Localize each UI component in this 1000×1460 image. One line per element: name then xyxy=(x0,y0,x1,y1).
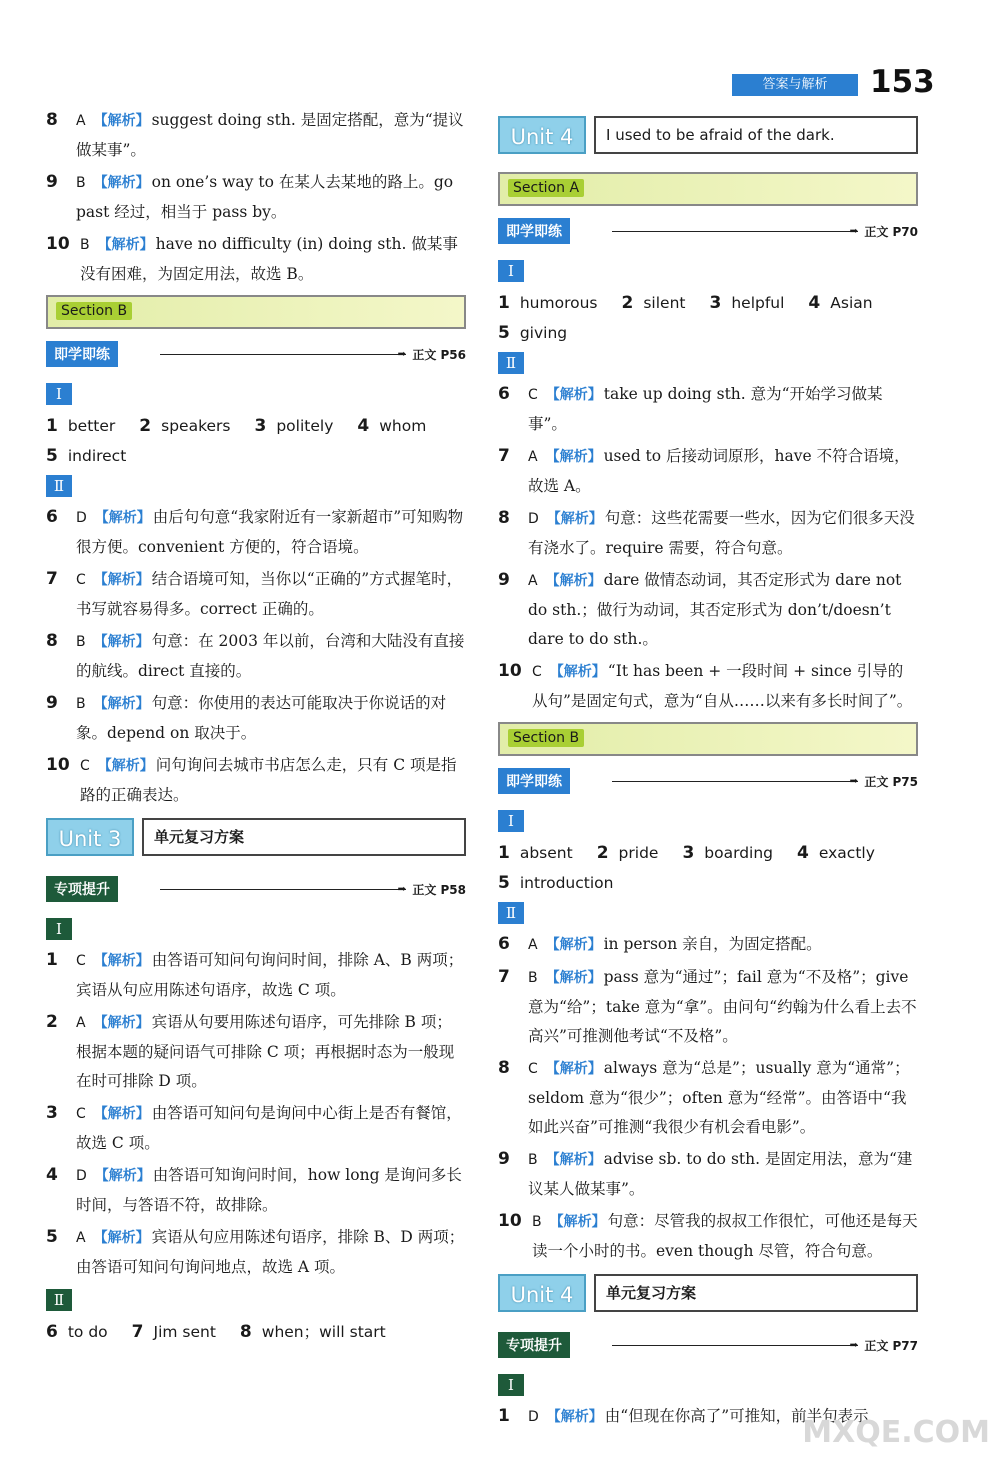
word-text: speakers xyxy=(161,417,231,435)
watermark: MXQE.COM xyxy=(802,1415,990,1450)
item-number: 6 xyxy=(498,934,510,954)
analysis-text: 句意：在 2003 年以前，台湾和大陆没有直接的航线。direct 直接的。 xyxy=(76,632,465,680)
word-answer xyxy=(255,417,334,435)
answer-letter: B xyxy=(528,1152,538,1168)
item-number: 1 xyxy=(46,416,58,436)
item-number: 8 xyxy=(46,631,58,651)
analysis-text: 句意：你使用的表达可能取决于你说话的对象。depend on 取决于。 xyxy=(76,694,447,742)
section-a-banner xyxy=(498,172,918,206)
answer-item xyxy=(46,168,466,227)
word-answers xyxy=(46,441,466,471)
word-text: absent xyxy=(519,844,573,862)
unit-title: 单元复习方案 xyxy=(142,818,466,856)
analysis-tag: 【解析】 xyxy=(93,1015,150,1031)
word-answer xyxy=(357,417,426,435)
word-answer xyxy=(622,294,686,312)
item-number: 3 xyxy=(709,293,722,313)
practice-label: 即学即练 xyxy=(498,218,570,244)
roman-numeral-badge: Ⅱ xyxy=(46,475,72,497)
item-number: 4 xyxy=(357,416,370,436)
item-number: 10 xyxy=(46,755,70,775)
answer-item xyxy=(498,566,918,654)
item-number: 1 xyxy=(498,1406,510,1426)
practice-label: 专项提升 xyxy=(498,1332,570,1358)
word-text: giving xyxy=(519,324,568,342)
arrow-line xyxy=(612,1345,858,1346)
analysis-tag: 【解析】 xyxy=(546,511,603,527)
answer-item xyxy=(46,230,466,289)
word-answer xyxy=(240,1323,386,1341)
answer-item xyxy=(46,946,466,1005)
analysis-tag: 【解析】 xyxy=(545,1152,602,1168)
answer-letter: B xyxy=(80,237,90,253)
answer-letter: B xyxy=(76,634,86,650)
word-answers xyxy=(46,411,466,441)
unit-header xyxy=(46,818,466,860)
answer-letter: C xyxy=(528,1061,538,1077)
word-answers xyxy=(498,318,918,348)
answer-item xyxy=(46,1223,466,1282)
arrow-line xyxy=(160,354,406,355)
word-text: better xyxy=(67,417,116,435)
word-text: indirect xyxy=(67,447,127,465)
analysis-text: take up doing sth. 意为“开始学习做某事”。 xyxy=(528,385,883,433)
section-b-label: Section B xyxy=(56,302,132,320)
analysis-tag: 【解析】 xyxy=(545,573,602,589)
answer-item xyxy=(46,627,466,686)
analysis-tag: 【解析】 xyxy=(545,1061,602,1077)
word-text: politely xyxy=(276,417,334,435)
word-text: pride xyxy=(618,844,659,862)
item-number: 7 xyxy=(131,1322,144,1342)
answer-item xyxy=(498,442,918,501)
analysis-tag: 【解析】 xyxy=(97,758,154,774)
word-answer xyxy=(709,294,784,312)
unit-badge: Unit 4 xyxy=(498,116,586,154)
practice-label: 专项提升 xyxy=(46,876,118,902)
arrow-icon: ➡ xyxy=(849,776,858,787)
answer-letter: C xyxy=(76,953,86,969)
analysis-text: 由“但现在你高了”可推知，前半句表示 xyxy=(604,1407,869,1425)
analysis-text: 由答语可知问句是询问中心街上是否有餐馆，故选 C 项。 xyxy=(76,1104,462,1152)
item-number: 2 xyxy=(139,416,152,436)
analysis-text: used to 后接动词原形，have 不符合语境，故选 A。 xyxy=(528,447,910,495)
section-b-banner xyxy=(46,295,466,329)
word-answer xyxy=(132,1323,216,1341)
item-number: 7 xyxy=(498,446,510,466)
analysis-tag: 【解析】 xyxy=(93,953,150,969)
roman-numeral-badge: Ⅰ xyxy=(46,918,72,940)
roman-numeral-badge: Ⅰ xyxy=(46,383,72,405)
word-answer xyxy=(498,874,613,892)
analysis-text: pass 意为“通过”；fail 意为“不及格”；give 意为“给”；take 意为“拿”。由问句“约翰为什么看上去不高兴”可推测他考试“不及格”。 xyxy=(528,968,917,1045)
arrow-line xyxy=(160,889,406,890)
word-text: introduction xyxy=(519,874,614,892)
analysis-tag: 【解析】 xyxy=(93,113,150,129)
answer-letter: B xyxy=(528,970,538,986)
word-text: silent xyxy=(643,294,686,312)
page-ref: 正文 P70 xyxy=(864,225,918,239)
analysis-text: 句意：这些花需要一些水，因为它们很多天没有浇水了。require 需要，符合句意。 xyxy=(528,509,915,557)
item-number: 5 xyxy=(498,323,510,343)
answer-item xyxy=(46,106,466,165)
answer-letter: C xyxy=(76,1106,86,1122)
word-text: helpful xyxy=(731,294,785,312)
answer-letter: A xyxy=(528,937,538,953)
word-answers xyxy=(498,868,918,898)
word-answer xyxy=(139,417,230,435)
word-answer xyxy=(46,417,115,435)
answer-letter: A xyxy=(76,113,86,129)
item-number: 9 xyxy=(46,693,58,713)
analysis-tag: 【解析】 xyxy=(93,634,150,650)
analysis-tag: 【解析】 xyxy=(549,664,606,680)
practice-label: 即学即练 xyxy=(498,768,570,794)
answer-item xyxy=(498,930,918,960)
analysis-text: in person 亲自，为固定搭配。 xyxy=(603,935,822,953)
analysis-tag: 【解析】 xyxy=(93,696,150,712)
word-answer xyxy=(808,294,872,312)
word-text: Jim sent xyxy=(153,1323,216,1341)
word-answers xyxy=(498,838,918,868)
word-text: whom xyxy=(379,417,427,435)
section-a-label: Section A xyxy=(508,179,584,197)
answer-item xyxy=(498,1054,918,1142)
word-answers xyxy=(498,288,918,318)
practice-header xyxy=(498,216,918,248)
unit-badge: Unit 4 xyxy=(498,1274,586,1312)
right-column xyxy=(498,106,918,1435)
answer-letter: B xyxy=(76,696,86,712)
arrow-icon: ➡ xyxy=(397,349,406,360)
answer-item xyxy=(46,565,466,624)
word-answer xyxy=(498,324,567,342)
unit-badge: Unit 3 xyxy=(46,818,134,856)
section-header-tag: 答案与解析 xyxy=(732,74,858,96)
answer-item xyxy=(498,504,918,563)
roman-numeral-badge: Ⅰ xyxy=(498,1374,524,1396)
word-answers xyxy=(46,1317,466,1347)
practice-header xyxy=(498,766,918,798)
arrow-icon: ➡ xyxy=(849,226,858,237)
item-number: 2 xyxy=(46,1012,58,1032)
item-number: 9 xyxy=(46,172,58,192)
arrow-line xyxy=(612,231,858,232)
item-number: 2 xyxy=(596,843,609,863)
item-number: 6 xyxy=(498,384,510,404)
answer-letter: A xyxy=(528,573,538,589)
item-number: 8 xyxy=(498,508,510,528)
item-number: 6 xyxy=(46,1322,58,1342)
answer-letter: C xyxy=(76,572,86,588)
item-number: 10 xyxy=(46,234,70,254)
page-ref: 正文 P58 xyxy=(412,883,466,897)
item-number: 2 xyxy=(621,293,634,313)
analysis-tag: 【解析】 xyxy=(545,970,602,986)
analysis-text: 由答语可知询问时间，how long 是询问多长时间，与答语不符，故排除。 xyxy=(76,1166,462,1214)
word-answer xyxy=(498,844,573,862)
analysis-tag: 【解析】 xyxy=(94,510,151,526)
word-answer xyxy=(682,844,773,862)
answer-item xyxy=(498,1145,918,1204)
analysis-text: always 意为“总是”；usually 意为“通常”；seldom 意为“很少”；often 意为“经常”。由答语中“我如此兴奋”可推测“我很少有机会看电影”。 xyxy=(528,1059,910,1136)
answer-letter: A xyxy=(76,1015,86,1031)
roman-numeral-badge: Ⅱ xyxy=(498,352,524,374)
word-text: humorous xyxy=(519,294,598,312)
word-answer xyxy=(46,1323,108,1341)
word-answer xyxy=(46,447,126,465)
analysis-text: 问句询问去城市书店怎么走，只有 C 项是指路的正确表达。 xyxy=(80,756,457,804)
item-number: 9 xyxy=(498,570,510,590)
answer-item xyxy=(46,1099,466,1158)
item-number: 1 xyxy=(46,950,58,970)
item-number: 5 xyxy=(46,446,58,466)
answer-item xyxy=(46,751,466,810)
word-answer xyxy=(597,844,659,862)
practice-header xyxy=(46,874,466,906)
item-number: 6 xyxy=(46,507,58,527)
item-number: 4 xyxy=(808,293,821,313)
roman-numeral-badge: Ⅰ xyxy=(498,260,524,282)
analysis-text: have no difficulty (in) doing sth. 做某事没有困难，为固定用法，故选 B。 xyxy=(80,235,458,283)
item-number: 3 xyxy=(46,1103,58,1123)
analysis-text: 宾语从句应用陈述句语序，排除 B、D 两项；由答语可知问句询问地点，故选 A 项。 xyxy=(76,1228,465,1276)
analysis-text: 宾语从句要用陈述句语序，可先排除 B 项；根据本题的疑问语气可排除 C 项；再根据时态为一般现在时可排除 D 项。 xyxy=(76,1013,455,1090)
left-column xyxy=(46,106,466,1347)
answer-letter: C xyxy=(528,387,538,403)
page-number: 153 xyxy=(870,64,935,100)
analysis-tag: 【解析】 xyxy=(545,387,602,403)
analysis-tag: 【解析】 xyxy=(93,175,150,191)
analysis-text: 句意：尽管我的叔叔工作很忙，可他还是每天读一个小时的书。even though 尽管，符合句意。 xyxy=(532,1212,918,1260)
unit-header xyxy=(498,116,918,158)
word-text: to do xyxy=(67,1323,108,1341)
practice-label: 即学即练 xyxy=(46,341,118,367)
word-answer xyxy=(797,844,875,862)
analysis-text: 由后句句意“我家附近有一家新超市”可知购物很方便。convenient 方便的，符合语境。 xyxy=(76,508,464,556)
word-text: Asian xyxy=(830,294,873,312)
arrow-line xyxy=(612,781,858,782)
item-number: 3 xyxy=(682,843,695,863)
practice-header xyxy=(46,339,466,371)
unit-title: I used to be afraid of the dark. xyxy=(594,116,918,154)
analysis-text: on one’s way to 在某人去某地的路上。go past 经过，相当于 pass by。 xyxy=(76,173,454,221)
roman-numeral-badge: Ⅱ xyxy=(46,1289,72,1311)
analysis-text: suggest doing sth. 是固定搭配，意为“提议做某事”。 xyxy=(76,111,464,159)
analysis-tag: 【解析】 xyxy=(97,237,154,253)
unit-title: 单元复习方案 xyxy=(594,1274,918,1312)
analysis-tag: 【解析】 xyxy=(545,937,602,953)
item-number: 8 xyxy=(46,110,58,130)
practice-header xyxy=(498,1330,918,1362)
word-text: exactly xyxy=(818,844,875,862)
section-b-banner xyxy=(498,722,918,756)
answer-letter: D xyxy=(528,511,539,527)
answer-item xyxy=(46,689,466,748)
section-b-label: Section B xyxy=(508,729,584,747)
roman-numeral-badge: Ⅰ xyxy=(498,810,524,832)
answer-item xyxy=(498,1207,918,1266)
answer-item xyxy=(498,963,918,1051)
answer-item xyxy=(498,657,918,716)
answer-letter: B xyxy=(532,1214,542,1230)
page-ref: 正文 P75 xyxy=(864,775,918,789)
analysis-tag: 【解析】 xyxy=(549,1214,606,1230)
answer-item xyxy=(46,1161,466,1220)
analysis-tag: 【解析】 xyxy=(93,572,150,588)
analysis-text: advise sb. to do sth. 是固定用法，意为“建议某人做某事”。 xyxy=(528,1150,913,1198)
word-text: when；will start xyxy=(261,1323,386,1341)
item-number: 5 xyxy=(46,1227,58,1247)
answer-item xyxy=(46,1008,466,1096)
item-number: 8 xyxy=(239,1322,252,1342)
answer-item xyxy=(46,503,466,562)
analysis-tag: 【解析】 xyxy=(94,1168,151,1184)
analysis-text: 由答语可知问句询问时间，排除 A、B 两项；宾语从句应用陈述句语序，故选 C 项。 xyxy=(76,951,464,999)
analysis-text: 结合语境可知，当你以“正确的”方式握笔时，书写就容易得多。correct 正确的。 xyxy=(76,570,463,618)
item-number: 10 xyxy=(498,661,522,681)
analysis-tag: 【解析】 xyxy=(546,1409,603,1425)
word-answer xyxy=(498,294,598,312)
arrow-icon: ➡ xyxy=(849,1340,858,1351)
analysis-tag: 【解析】 xyxy=(545,449,602,465)
page-ref: 正文 P77 xyxy=(864,1339,918,1353)
answer-letter: B xyxy=(76,175,86,191)
word-text: boarding xyxy=(704,844,774,862)
unit-header xyxy=(498,1274,918,1316)
analysis-text: “It has been + 一段时间 + since 引导的从句”是固定句式，意为“自从……以来有多长时间了”。 xyxy=(532,662,913,710)
answer-letter: A xyxy=(76,1230,86,1246)
answer-letter: C xyxy=(80,758,90,774)
item-number: 8 xyxy=(498,1058,510,1078)
page-ref: 正文 P56 xyxy=(412,348,466,362)
item-number: 4 xyxy=(46,1165,58,1185)
item-number: 7 xyxy=(498,967,510,987)
answer-letter: A xyxy=(528,449,538,465)
item-number: 4 xyxy=(797,843,809,863)
item-number: 3 xyxy=(254,416,267,436)
arrow-icon: ➡ xyxy=(397,884,406,895)
answer-letter: D xyxy=(528,1409,539,1425)
item-number: 9 xyxy=(498,1149,510,1169)
item-number: 7 xyxy=(46,569,58,589)
item-number: 5 xyxy=(498,873,510,893)
roman-numeral-badge: Ⅱ xyxy=(498,902,524,924)
answer-letter: D xyxy=(76,510,87,526)
answer-item xyxy=(498,380,918,439)
answer-letter: D xyxy=(76,1168,87,1184)
item-number: 10 xyxy=(498,1211,522,1231)
answer-letter: C xyxy=(532,664,542,680)
analysis-tag: 【解析】 xyxy=(93,1230,150,1246)
item-number: 1 xyxy=(498,843,510,863)
analysis-tag: 【解析】 xyxy=(93,1106,150,1122)
analysis-text: dare 做情态动词，其否定形式为 dare not do sth.；做行为动词，其否定形式为 don’t/doesn’t dare to do sth.。 xyxy=(528,571,902,648)
item-number: 1 xyxy=(498,293,510,313)
